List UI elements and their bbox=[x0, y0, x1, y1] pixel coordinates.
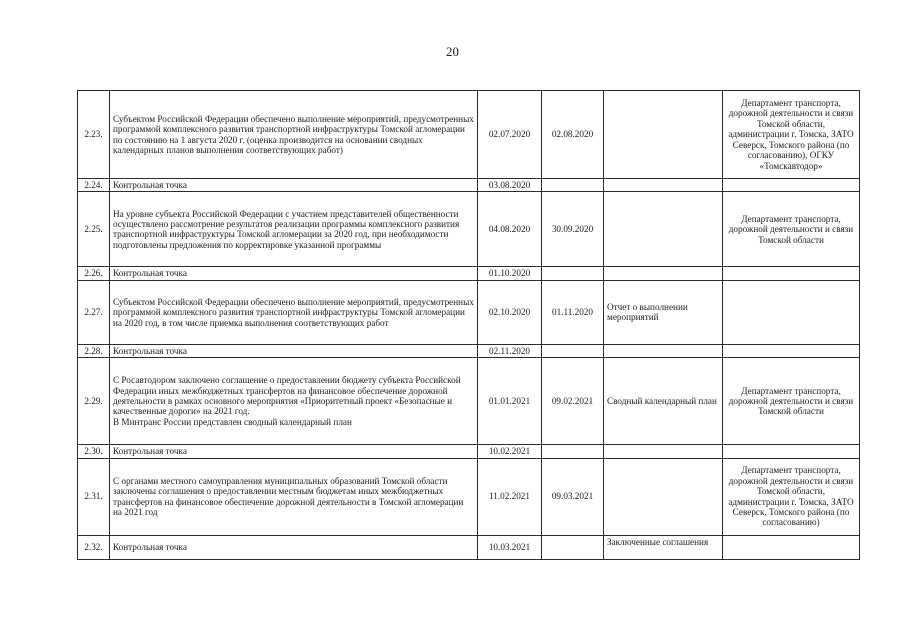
row-end-date: 09.03.2021 bbox=[542, 458, 604, 535]
row-description: Субъектом Российской Федерации обеспечено выполнение мероприятий, предусмотренных программой комплексного развития транспортной инфраструктуры Томской агломерации по состоянию на 1 августа 2020 г. (оценка производится на основании сводных календарных планов выполнения соответствующих работ) bbox=[110, 91, 478, 179]
row-start-date: 11.02.2021 bbox=[478, 458, 542, 535]
row-responsible: Департамент транспорта, дорожной деятельности и связи Томской области bbox=[723, 358, 860, 445]
row-description: На уровне субъекта Российской Федерации с участием представителей общественности осуществлено рассмотрение результатов реализации программы комплексного развития транспортной инфраструктуры Томской агломерации за 2020 год, при необходимости подготовлены предложения по корректировке указанной программы bbox=[110, 192, 478, 267]
row-description: Контрольная точка bbox=[110, 344, 478, 357]
row-number: 2.26. bbox=[78, 267, 110, 280]
row-description: Контрольная точка bbox=[110, 535, 478, 559]
row-responsible bbox=[723, 179, 860, 192]
row-number: 2.24. bbox=[78, 179, 110, 192]
row-start-date: 10.03.2021 bbox=[478, 535, 542, 559]
row-number: 2.23. bbox=[78, 91, 110, 179]
row-start-date: 01.01.2021 bbox=[478, 358, 542, 445]
row-responsible bbox=[723, 280, 860, 344]
row-number: 2.27. bbox=[78, 280, 110, 344]
table-row bbox=[78, 358, 860, 445]
row-start-date: 04.08.2020 bbox=[478, 192, 542, 267]
row-result bbox=[604, 458, 723, 535]
row-start-date: 03.08.2020 bbox=[478, 179, 542, 192]
row-end-date bbox=[542, 267, 604, 280]
page-number: 20 bbox=[446, 44, 459, 59]
row-end-date: 01.11.2020 bbox=[542, 280, 604, 344]
table-row bbox=[78, 192, 860, 267]
row-start-date: 01.10.2020 bbox=[478, 267, 542, 280]
row-result bbox=[604, 179, 723, 192]
table-row bbox=[78, 458, 860, 535]
plan-table bbox=[77, 90, 860, 560]
row-number: 2.28. bbox=[78, 344, 110, 357]
row-end-date bbox=[542, 179, 604, 192]
row-description: С органами местного самоуправления муниципальных образований Томской области заключены соглашения о предоставлении местным бюджетам иных межбюджетных трансфертов на финансовое обеспечение дорожной деятельности в Томской агломерации на 2021 год bbox=[110, 458, 478, 535]
row-start-date: 02.11.2020 bbox=[478, 344, 542, 357]
row-start-date: 10.02.2021 bbox=[478, 445, 542, 458]
row-start-date: 02.10.2020 bbox=[478, 280, 542, 344]
row-result: Сводный календарный план bbox=[604, 358, 723, 445]
row-result bbox=[604, 91, 723, 179]
row-result: Отчет о выполнении мероприятий bbox=[604, 280, 723, 344]
table-row bbox=[78, 344, 860, 357]
row-result bbox=[604, 445, 723, 458]
row-number: 2.29. bbox=[78, 358, 110, 445]
row-responsible bbox=[723, 445, 860, 458]
row-end-date bbox=[542, 445, 604, 458]
row-responsible: Департамент транспорта, дорожной деятельности и связи Томской области bbox=[723, 192, 860, 267]
table-row bbox=[78, 179, 860, 192]
row-end-date: 02.08.2020 bbox=[542, 91, 604, 179]
row-responsible: Департамент транспорта, дорожной деятельности и связи Томской области, администрации г. Томска, ЗАТО Северск, Томского района (по согласованию) bbox=[723, 458, 860, 535]
row-end-date bbox=[542, 344, 604, 357]
row-responsible bbox=[723, 535, 860, 559]
row-number: 2.30. bbox=[78, 445, 110, 458]
table-row bbox=[78, 91, 860, 179]
row-description: Субъектом Российской Федерации обеспечено выполнение мероприятий, предусмотренных программой комплексного развития транспортной инфраструктуры Томской агломерации на 2020 год, в том числе приемка выполнения соответствующих работ bbox=[110, 280, 478, 344]
row-result bbox=[604, 192, 723, 267]
row-description: С Росавтодором заключено соглашение о предоставлении бюджету субъекта Российской Федерации иных межбюджетных трансфертов на финансовое обеспечение дорожной деятельности в рамках основного мероприятия «Приоритетный проект «Безопасные и качественные дороги» на 2021 год. В Минтранс России представлен сводный календарный план bbox=[110, 358, 478, 445]
table-row bbox=[78, 280, 860, 344]
row-result bbox=[604, 267, 723, 280]
row-result bbox=[604, 344, 723, 357]
row-start-date: 02.07.2020 bbox=[478, 91, 542, 179]
row-number: 2.31. bbox=[78, 458, 110, 535]
table-row bbox=[78, 535, 860, 559]
row-description: Контрольная точка bbox=[110, 179, 478, 192]
table-row bbox=[78, 267, 860, 280]
row-result: Заключенные соглашения bbox=[604, 535, 723, 559]
row-responsible bbox=[723, 267, 860, 280]
row-number: 2.32. bbox=[78, 535, 110, 559]
row-number: 2.25. bbox=[78, 192, 110, 267]
table-row bbox=[78, 445, 860, 458]
row-responsible bbox=[723, 344, 860, 357]
row-end-date: 30.09.2020 bbox=[542, 192, 604, 267]
row-description: Контрольная точка bbox=[110, 445, 478, 458]
row-end-date: 09.02.2021 bbox=[542, 358, 604, 445]
row-end-date bbox=[542, 535, 604, 559]
row-description: Контрольная точка bbox=[110, 267, 478, 280]
row-responsible: Департамент транспорта, дорожной деятельности и связи Томской области, администрации г. Томска, ЗАТО Северск, Томского района (по согласованию), ОГКУ «Томскавтодор» bbox=[723, 91, 860, 179]
